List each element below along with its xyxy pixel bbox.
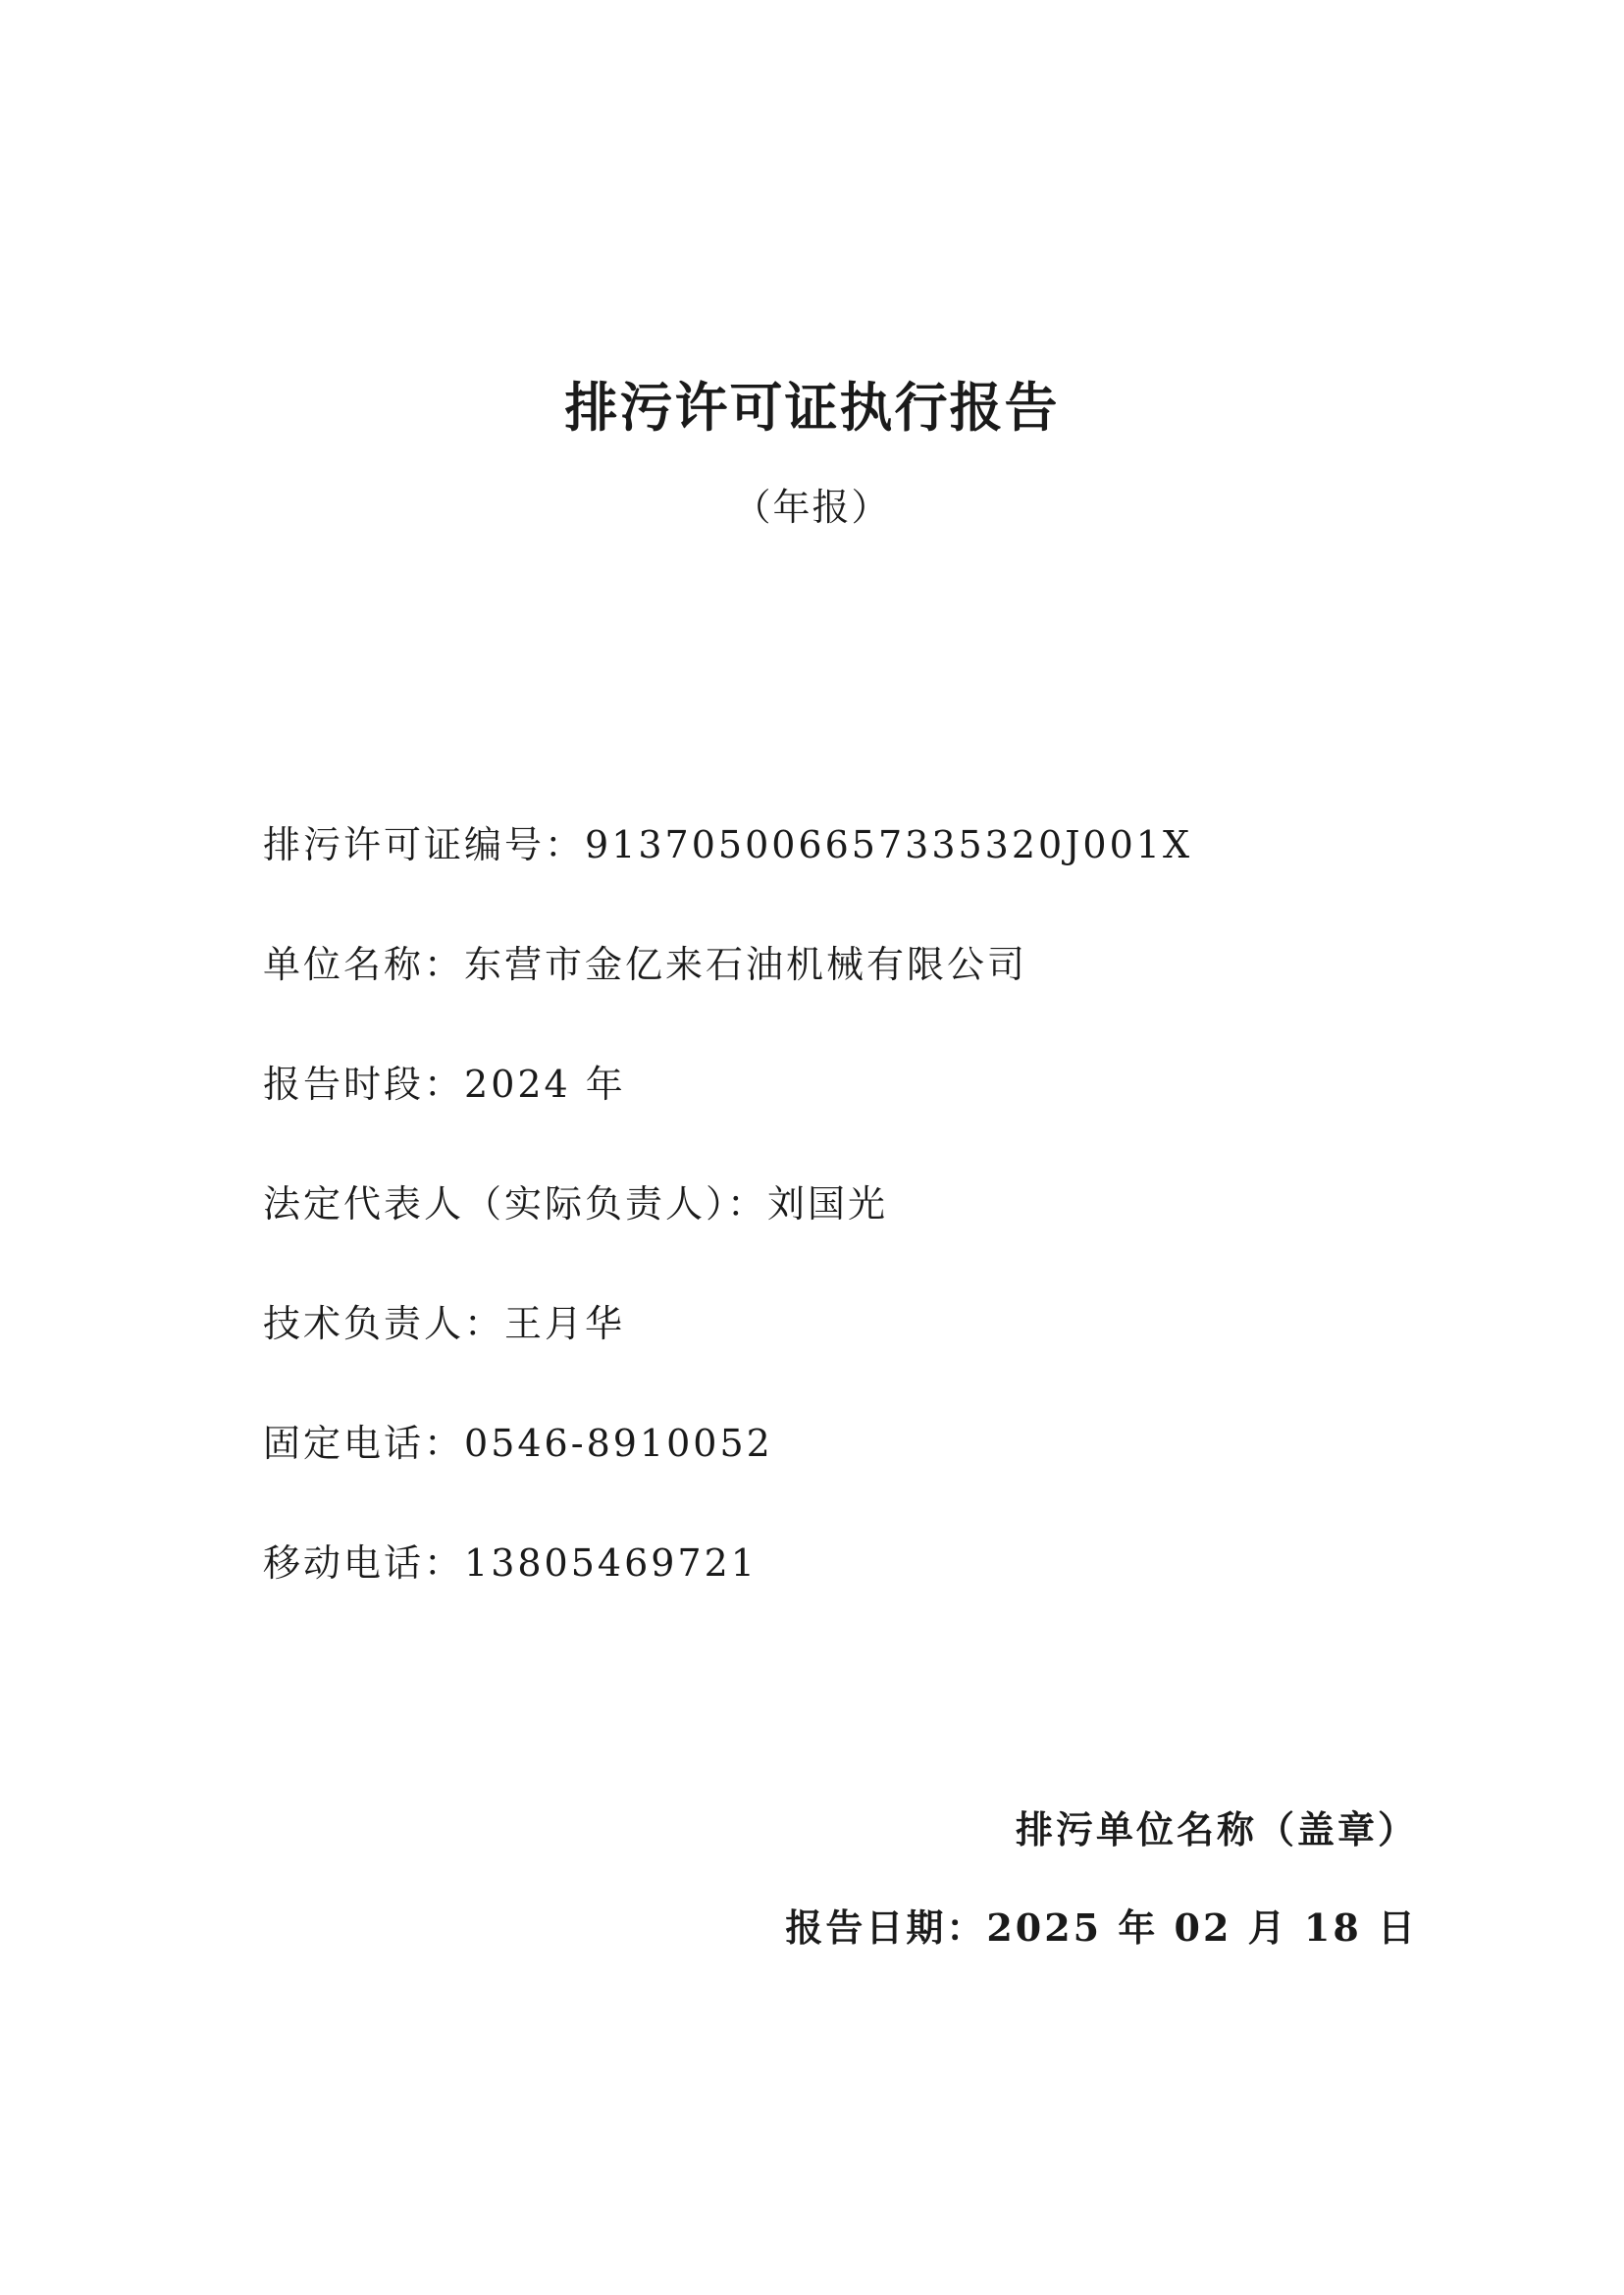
permit-number-line: [263, 820, 1192, 869]
landline-value: 0546-8910052: [464, 1422, 773, 1465]
report-date-value: 2025 年 02 月 18 日: [986, 1905, 1418, 1950]
mobile-line: [263, 1539, 758, 1588]
legal-representative-line: [263, 1179, 888, 1228]
report-date-line: [785, 1904, 1418, 1953]
mobile-label: 移动电话：: [263, 1541, 465, 1585]
report-title: 排污许可证执行报告: [564, 376, 1060, 439]
report-date-label: 报告日期：: [785, 1905, 987, 1950]
technical-lead-line: [263, 1299, 625, 1348]
technical-lead-label: 技术负责人：: [263, 1302, 505, 1345]
report-subtitle: （年报）: [733, 486, 891, 529]
landline-line: [263, 1419, 773, 1468]
legal-representative-value: 刘国光: [767, 1182, 889, 1226]
legal-representative-label: 法定代表人（实际负责人）：: [263, 1182, 768, 1226]
unit-name-value: 东营市金亿来石油机械有限公司: [464, 943, 1028, 986]
report-period-line: [263, 1060, 626, 1109]
landline-label: 固定电话：: [263, 1422, 465, 1465]
permit-number-label: 排污许可证编号：: [263, 823, 586, 866]
report-period-label: 报告时段：: [263, 1063, 465, 1106]
technical-lead-value: 王月华: [504, 1302, 626, 1345]
permit-number-value: 913705006657335320J001X: [585, 823, 1193, 866]
mobile-value: 13805469721: [464, 1541, 758, 1585]
unit-name-line: [263, 940, 1027, 989]
unit-name-label: 单位名称：: [263, 943, 465, 986]
unit-seal-label: 排污单位名称（盖章）: [1015, 1807, 1418, 1852]
report-period-value: 2024 年: [464, 1063, 626, 1106]
